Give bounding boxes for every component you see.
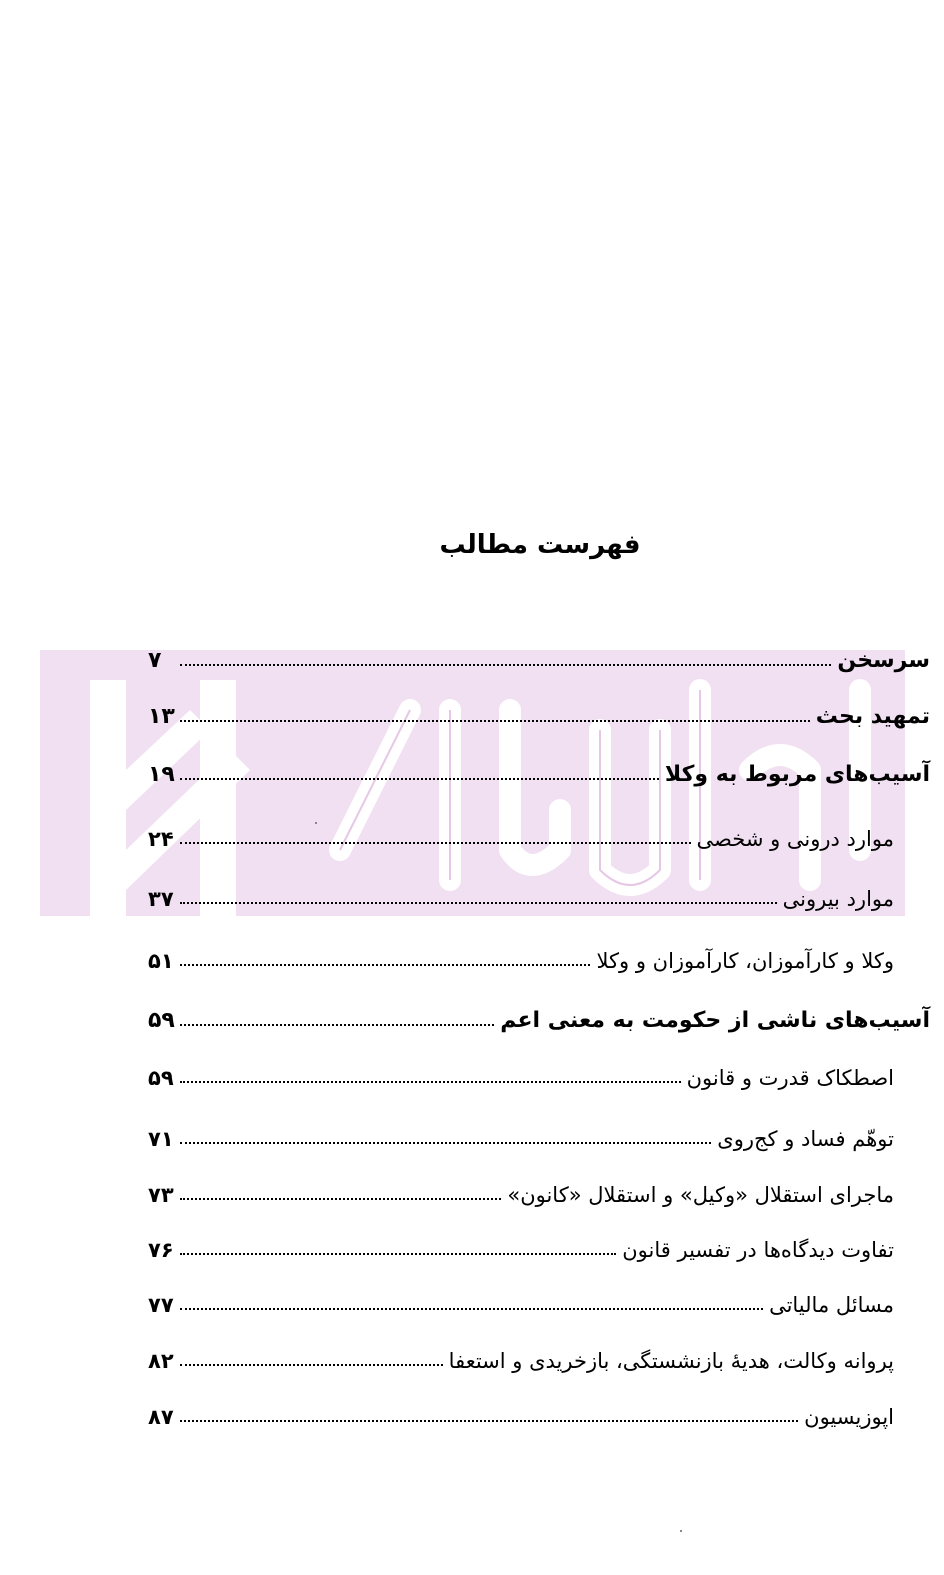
dot-leader <box>180 1420 798 1422</box>
toc-entry-title: آسیب‌های ناشی از حکومت به معنی اعم <box>500 1008 930 1033</box>
toc-entry-title: موارد بیرونی <box>782 887 894 911</box>
toc-entry-page: ۷ <box>148 648 162 673</box>
toc-entry-page: ۷۶ <box>148 1238 174 1262</box>
dot-leader <box>180 778 659 780</box>
toc-entry-page: ۸۲ <box>148 1349 174 1373</box>
toc-entry <box>148 1177 894 1207</box>
toc-entry-page: ۷۳ <box>148 1183 174 1207</box>
toc-entry-title: تفاوت دیدگاه‌ها در تفسیر قانون <box>622 1238 894 1262</box>
toc-entry-title: مسائل مالیاتی <box>769 1293 894 1317</box>
toc-entry-title: وکلا و کارآموزان، کارآموزان و وکلا <box>596 949 894 973</box>
toc-entry-page: ۷۷ <box>148 1293 174 1317</box>
dot-leader <box>180 842 691 844</box>
toc-entry-title: توهّم فساد و کج‌روی <box>717 1127 894 1151</box>
toc-entry-title: ماجرای استقلال «وکیل» و استقلال «کانون» <box>507 1183 894 1207</box>
toc-entry-page: ۷۱ <box>148 1127 174 1151</box>
dot-leader <box>180 1253 616 1255</box>
toc-entry <box>148 699 930 729</box>
toc-entry-page: ۳۷ <box>148 887 174 911</box>
toc-entry <box>148 1121 894 1151</box>
toc-entry <box>148 821 894 851</box>
dot-leader <box>180 1081 681 1083</box>
dot-leader <box>180 664 831 666</box>
toc-entry <box>148 1232 894 1262</box>
toc-entry <box>148 1060 894 1090</box>
toc-entry <box>148 643 930 673</box>
toc-entry-title: آسیب‌های مربوط به وکلا <box>664 762 930 787</box>
toc-entry-page: ۱۳ <box>148 704 175 729</box>
dot-leader <box>180 1308 763 1310</box>
dot-leader <box>180 1364 443 1366</box>
toc-entry-title: اپوزیسیون <box>804 1405 894 1429</box>
toc-entry-page: ۸۷ <box>148 1405 174 1429</box>
toc-entry-page: ۵۹ <box>148 1066 174 1090</box>
toc-entry-page: ۲۴ <box>148 827 174 851</box>
dot-leader <box>180 1142 711 1144</box>
scan-speck <box>680 1530 682 1532</box>
toc-entry <box>148 757 930 787</box>
toc-entry-title: اصطکاک قدرت و قانون <box>686 1066 894 1090</box>
toc-entry-title: سرسخن <box>837 648 930 673</box>
toc-entry-title: موارد درونی و شخصی <box>696 827 894 851</box>
dot-leader <box>180 902 777 904</box>
toc-entry-page: ۵۹ <box>148 1008 175 1033</box>
toc-entry-title: تمهید بحث <box>815 704 930 729</box>
toc-entry <box>148 1287 894 1317</box>
toc-entry-title: پروانه وکالت، هدیۀ بازنشستگی، بازخریدی و استعفا <box>448 1349 894 1373</box>
dot-leader <box>180 1024 494 1026</box>
scan-speck <box>315 822 317 824</box>
page-title: فهرست مطالب <box>439 530 641 560</box>
dot-leader <box>180 1198 501 1200</box>
toc-entry <box>148 1399 894 1429</box>
toc-entry <box>148 1003 930 1033</box>
toc-entry-page: ۵۱ <box>148 949 174 973</box>
dot-leader <box>180 964 590 966</box>
toc-entry-page: ۱۹ <box>148 762 175 787</box>
toc-entry <box>148 943 894 973</box>
toc-entry <box>148 881 894 911</box>
toc-entry <box>148 1343 894 1373</box>
dot-leader <box>180 720 810 722</box>
